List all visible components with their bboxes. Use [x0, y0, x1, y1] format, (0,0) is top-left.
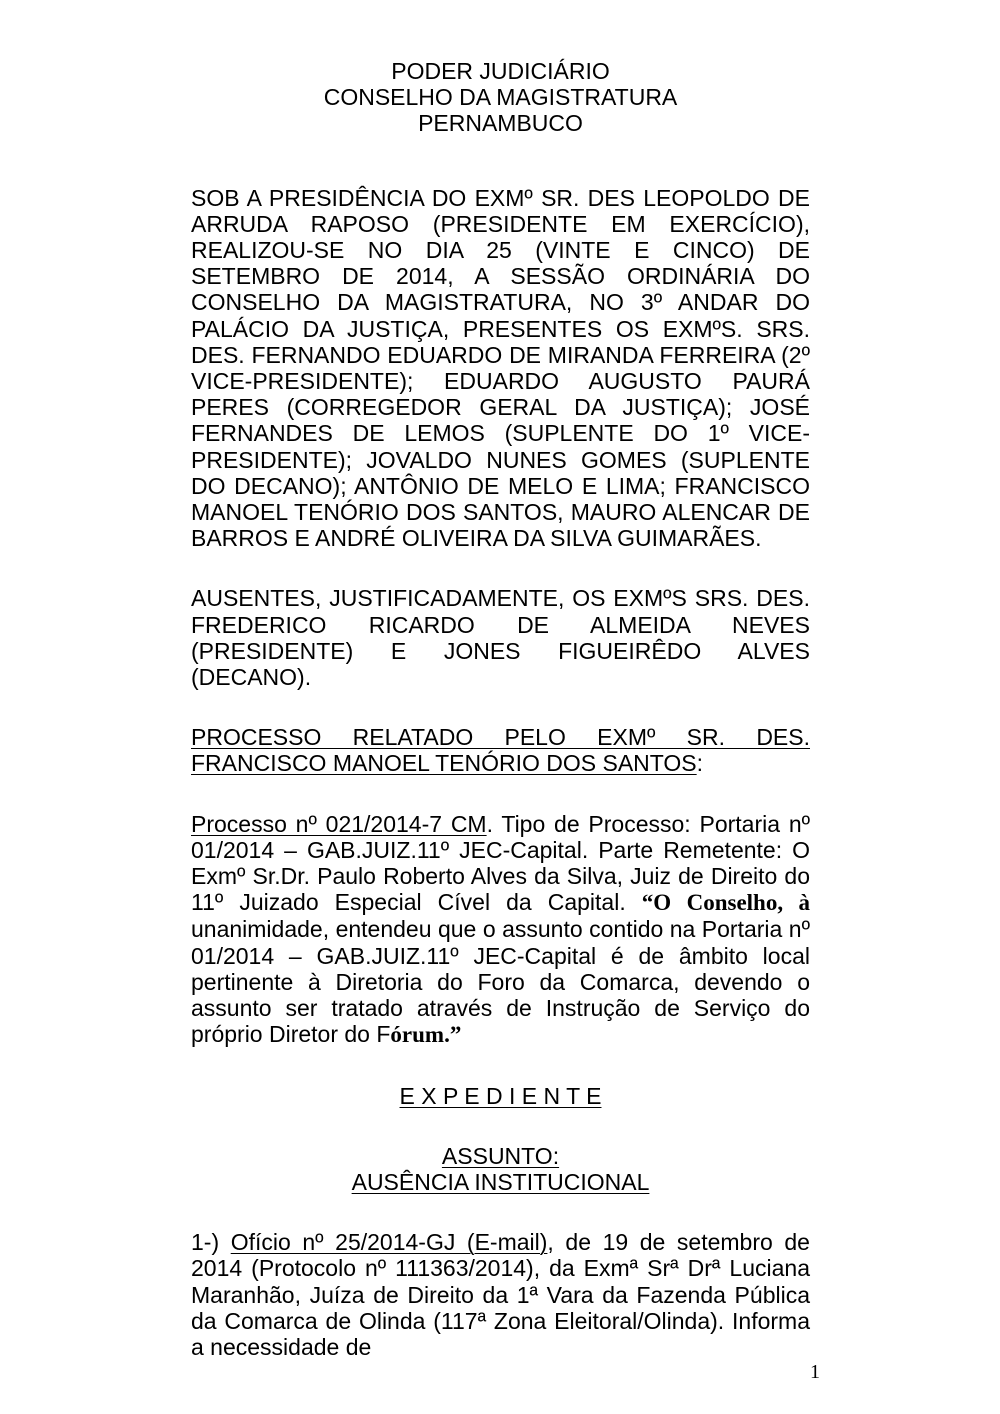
process-number: Processo nº 021/2014-7 CM — [191, 810, 487, 837]
expediente-heading — [191, 1083, 810, 1109]
oficio-reference: Ofício nº 25/2014-GJ (E-mail) — [230, 1229, 548, 1256]
assunto-title: AUSÊNCIA INSTITUCIONAL — [351, 1168, 650, 1195]
document-header — [191, 58, 810, 137]
decision-quote-start: “O Conselho, à — [641, 890, 810, 916]
item-1-paragraph — [191, 1229, 810, 1360]
intro-paragraph: SOB A PRESIDÊNCIA DO EXMº SR. DES LEOPOLDO DE ARRUDA RAPOSO (PRESIDENTE EM EXERCÍCIO), REALIZOU-SE NO DIA 25 (VINTE E CINCO) DE SETEMBRO DE 2014, A SESSÃO ORDINÁRIA DO CONSELHO DA MAGISTRATURA, NO 3º ANDAR DO PALÁCIO DA JUSTIÇA, PRESENTES OS EXMºS. SRS. DES. FERNANDO EDUARDO DE MIRANDA FERREIRA (2º VICE-PRESIDENTE); EDUARDO AUGUSTO PAURÁ PERES (CORREGEDOR GERAL DA JUSTIÇA); JOSÉ FERNANDES DE LEMOS (SUPLENTE DO 1º VICE-PRESIDENTE); JOVALDO NUNES GOMES (SUPLENTE DO DECANO); ANTÔNIO DE MELO E LIMA; FRANCISCO MANOEL TENÓRIO DOS SANTOS, MAURO ALENCAR DE BARROS E ANDRÉ OLIVEIRA DA SILVA GUIMARÃES. — [191, 184, 810, 552]
assunto-label: ASSUNTO: — [441, 1142, 560, 1169]
header-line-1: PODER JUDICIÁRIO — [391, 58, 610, 84]
header-line-3: PERNAMBUCO — [418, 110, 583, 137]
decision-text: unanimidade, entendeu que o assunto contido na Portaria nº 01/2014 – GAB.JUIZ.11º JEC-Capital é de âmbito local pertinente à Diretoria do Foro da Comarca, devendo o assunto ser tratado através de Instrução de Serviço do próprio Diretor do F — [191, 916, 810, 1048]
absent-paragraph: AUSENTES, JUSTIFICADAMENTE, OS EXMºS SRS. DES. FREDERICO RICARDO DE ALMEIDA NEVES (PRESIDENTE) E JONES FIGUEIRÊDO ALVES (DECANO). — [191, 585, 810, 691]
process-details: . Tipo de Processo: Portaria nº 01/2014 – GAB.JUIZ.11º JEC-Capital. Parte Remetente: O Exmº Sr.Dr. Paulo Roberto Alves da Silva, Juiz de Direito do 11º Juizado Especial Cível da Capital. — [191, 810, 811, 916]
page-number: 1 — [810, 1361, 820, 1383]
process-heading-text: PROCESSO RELATADO PELO EXMº SR. DES. FRANCISCO MANOEL TENÓRIO DOS SANTOS — [191, 724, 810, 777]
process-heading — [191, 724, 810, 776]
item-1-text: , de 19 de setembro de 2014 (Protocolo nº 111363/2014), da Exmª Srª Drª Luciana Maranhão, Juíza de Direito da 1ª Vara da Fazenda Pública da Comarca de Olinda (117ª Zona Eleitoral/Olinda). Informa a necessidade de — [191, 1229, 810, 1360]
assunto-block — [191, 1143, 810, 1195]
process-paragraph — [191, 811, 810, 1049]
document-page — [191, 58, 810, 1360]
item-1-prefix: 1-) — [191, 1229, 231, 1256]
header-line-2: CONSELHO DA MAGISTRATURA — [323, 84, 678, 111]
decision-quote-end: órum.” — [390, 1022, 462, 1048]
expediente-title: E X P E D I E N T E — [399, 1082, 602, 1109]
process-heading-suffix: : — [696, 750, 704, 777]
